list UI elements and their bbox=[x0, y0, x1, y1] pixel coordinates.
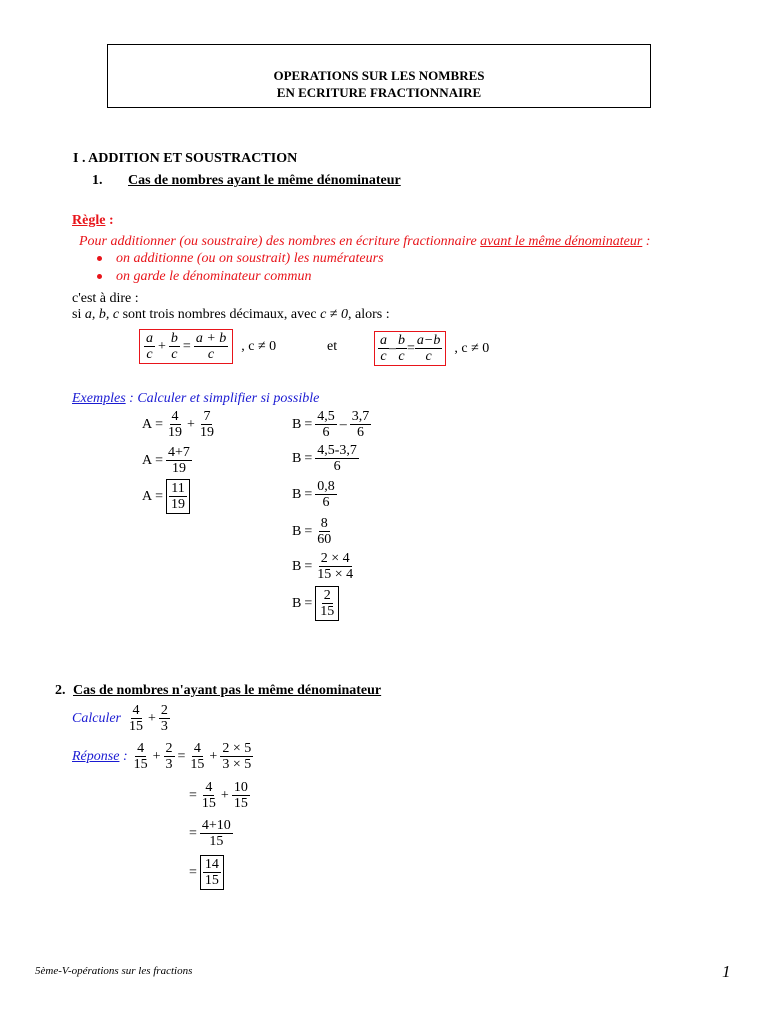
definition-vars: a, b, c bbox=[84, 307, 120, 322]
fraction bbox=[315, 443, 359, 474]
definition-post: , alors : bbox=[347, 307, 390, 322]
formula-condition: , c ≠ 0 bbox=[454, 340, 490, 356]
example-b-step-6 bbox=[292, 586, 339, 621]
denominator: c bbox=[146, 347, 153, 362]
examples-instruction: : Calculer et simplifier si possible bbox=[125, 391, 320, 406]
rule-bullet-text-2: on garde le dénominateur commun bbox=[116, 269, 312, 284]
fraction bbox=[127, 703, 145, 734]
equals-sign: = bbox=[304, 416, 313, 432]
fraction bbox=[220, 741, 253, 772]
fraction bbox=[132, 741, 150, 772]
denominator: c bbox=[425, 349, 432, 364]
plus-sign: + bbox=[148, 710, 156, 726]
var-a: A bbox=[142, 416, 153, 432]
answer-colon: : bbox=[119, 748, 128, 764]
equals-sign: = bbox=[155, 488, 164, 504]
formula-condition: , c ≠ 0 bbox=[241, 338, 277, 354]
var-a: A bbox=[142, 452, 153, 468]
result-box bbox=[315, 586, 339, 621]
answer-step-2 bbox=[186, 780, 250, 811]
definition-line-2 bbox=[72, 307, 390, 323]
title-line-2: EN ECRITURE FRACTIONNAIRE bbox=[276, 85, 482, 100]
var-b: B bbox=[292, 558, 302, 574]
numerator: 2 × 5 bbox=[222, 741, 252, 756]
equals-sign: = bbox=[189, 787, 197, 803]
section-heading: I . ADDITION ET SOUSTRACTION bbox=[73, 151, 298, 166]
equals-sign: = bbox=[304, 595, 313, 611]
definition-line-1: c'est à dire : bbox=[72, 291, 139, 306]
examples-label-row bbox=[72, 391, 319, 407]
fraction bbox=[159, 703, 170, 734]
equals-sign: = bbox=[155, 452, 164, 468]
fraction bbox=[318, 588, 336, 619]
numerator: 4 bbox=[171, 409, 179, 424]
numerator: 8 bbox=[320, 516, 328, 531]
numerator: 0,8 bbox=[317, 479, 335, 494]
calc-label: Calculer bbox=[72, 710, 121, 726]
fraction bbox=[144, 331, 155, 362]
answer-step-3 bbox=[186, 818, 233, 849]
subsection-number: 1. bbox=[92, 173, 103, 188]
definition-pre: si bbox=[72, 307, 85, 322]
definition-cond: c ≠ 0 bbox=[320, 307, 348, 322]
fraction bbox=[232, 780, 250, 811]
numerator: 4 bbox=[132, 703, 140, 718]
numerator: b bbox=[170, 331, 178, 346]
plus-sign: + bbox=[209, 748, 218, 764]
conjunction: et bbox=[327, 339, 338, 354]
answer-label-wrap bbox=[72, 749, 128, 765]
denominator: 15 bbox=[320, 604, 335, 619]
calc-row bbox=[72, 703, 170, 734]
example-a-step-3 bbox=[142, 479, 190, 514]
fraction bbox=[169, 331, 180, 362]
equals-sign: = bbox=[189, 864, 197, 880]
denominator: 15 bbox=[233, 796, 248, 811]
example-b-step-2 bbox=[292, 443, 359, 474]
fraction bbox=[315, 551, 355, 582]
numerator: 2 bbox=[160, 703, 168, 718]
rule-intro-underlined: avant le même dénominateur bbox=[480, 234, 643, 249]
denominator: 3 bbox=[160, 719, 168, 734]
bullet-icon bbox=[97, 256, 102, 261]
denominator: c bbox=[380, 349, 387, 364]
formula-subtraction-box bbox=[374, 331, 446, 366]
fraction bbox=[350, 409, 372, 440]
equals-sign: = bbox=[304, 558, 313, 574]
denominator: c bbox=[171, 347, 178, 362]
numerator: a bbox=[146, 331, 153, 346]
var-b: B bbox=[292, 486, 302, 502]
rule-label-row bbox=[72, 213, 114, 229]
fraction bbox=[315, 516, 333, 547]
rule-intro-pre: Pour additionner (ou soustraire) des nombres en écriture fractionnaire bbox=[79, 234, 481, 249]
denominator: 15 bbox=[133, 757, 148, 772]
denominator: c bbox=[207, 347, 215, 362]
numerator: 14 bbox=[204, 857, 219, 872]
denominator: 6 bbox=[357, 425, 364, 440]
rule-label: Règle bbox=[72, 213, 106, 228]
formula-addition bbox=[139, 329, 276, 364]
example-a-step-2 bbox=[142, 445, 192, 476]
numerator: 4 bbox=[205, 780, 213, 795]
numerator: b bbox=[398, 333, 405, 348]
fraction bbox=[198, 409, 216, 440]
fraction bbox=[415, 333, 442, 364]
denominator: 15 × 4 bbox=[317, 567, 354, 582]
example-a-step-1 bbox=[142, 409, 216, 440]
denominator: 15 bbox=[190, 757, 205, 772]
fraction bbox=[164, 741, 175, 772]
numerator: 4,5 bbox=[317, 409, 335, 424]
formula-subtraction bbox=[374, 331, 489, 366]
fraction bbox=[169, 481, 187, 512]
var-b: B bbox=[292, 416, 302, 432]
rule-bullet-text-1: on additionne (ou on soustrait) les numérateurs bbox=[116, 251, 384, 266]
denominator: 6 bbox=[322, 425, 330, 440]
numerator: 4+7 bbox=[168, 445, 190, 460]
example-b-step-4 bbox=[292, 516, 333, 547]
plus-sign: + bbox=[220, 787, 229, 803]
rule-intro-post: : bbox=[642, 234, 651, 249]
subsection-heading: Cas de nombres ayant le même dénominateur bbox=[128, 173, 401, 188]
bullet-icon bbox=[97, 274, 102, 279]
answer-label: Réponse bbox=[72, 748, 120, 764]
title-box bbox=[107, 44, 651, 108]
fraction bbox=[315, 409, 337, 440]
denominator: 15 bbox=[201, 796, 216, 811]
example-b-step-5 bbox=[292, 551, 355, 582]
answer-step-1 bbox=[72, 741, 253, 772]
fraction bbox=[203, 857, 221, 888]
fraction bbox=[315, 479, 337, 510]
section2-number: 2. bbox=[55, 683, 66, 698]
fraction bbox=[188, 741, 206, 772]
rule-intro bbox=[79, 234, 650, 250]
page-number: 1 bbox=[722, 962, 731, 981]
fraction bbox=[166, 409, 184, 440]
equals-sign: = bbox=[407, 340, 415, 356]
equals-sign: = bbox=[304, 450, 313, 466]
numerator: 7 bbox=[203, 409, 211, 424]
equals-sign: = bbox=[304, 486, 313, 502]
equals-sign: = bbox=[155, 416, 164, 432]
denominator: 19 bbox=[168, 425, 183, 440]
denominator: 19 bbox=[199, 425, 214, 440]
denominator: 19 bbox=[171, 461, 186, 476]
example-b-step-1 bbox=[292, 409, 371, 440]
var-b: B bbox=[292, 523, 302, 539]
plus-sign: + bbox=[187, 416, 195, 432]
examples-label: Exemples bbox=[72, 391, 126, 406]
numerator: 3,7 bbox=[351, 409, 370, 424]
plus-sign: + bbox=[158, 338, 166, 354]
numerator: 2 bbox=[323, 588, 331, 603]
numerator: a−b bbox=[416, 333, 441, 348]
fraction bbox=[396, 333, 407, 364]
footer-label: 5ème-V-opérations sur les fractions bbox=[35, 965, 193, 977]
title-line-1: OPERATIONS SUR LES NOMBRES bbox=[273, 68, 485, 83]
rule-bullet-1 bbox=[97, 251, 384, 267]
equals-sign: = bbox=[182, 338, 191, 354]
fraction bbox=[194, 331, 228, 362]
result-box bbox=[200, 855, 224, 890]
formula-addition-box bbox=[139, 329, 233, 364]
section2-heading: Cas de nombres n'ayant pas le même dénominateur bbox=[73, 683, 382, 698]
var-b: B bbox=[292, 595, 302, 611]
denominator: c bbox=[398, 349, 405, 364]
numerator: 4 bbox=[137, 741, 145, 756]
answer-step-4 bbox=[186, 855, 224, 890]
numerator: 4,5-3,7 bbox=[317, 443, 357, 458]
numerator: 2 × 4 bbox=[320, 551, 350, 566]
example-b-step-3 bbox=[292, 479, 337, 510]
numerator: 10 bbox=[233, 780, 248, 795]
denominator: 15 bbox=[209, 834, 224, 849]
denominator: 15 bbox=[129, 719, 143, 734]
fraction bbox=[378, 333, 389, 364]
numerator: 4+10 bbox=[201, 818, 231, 833]
var-a: A bbox=[142, 488, 153, 504]
numerator: 11 bbox=[171, 481, 185, 496]
denominator: 19 bbox=[171, 497, 186, 512]
definition-mid: sont trois nombres décimaux, avec bbox=[119, 307, 321, 322]
numerator: 4 bbox=[193, 741, 201, 756]
denominator: 6 bbox=[333, 459, 341, 474]
denominator: 3 × 5 bbox=[222, 757, 252, 772]
denominator: 15 bbox=[204, 873, 219, 888]
minus-sign: – bbox=[339, 416, 347, 432]
numerator: a + b bbox=[195, 331, 227, 346]
numerator: 2 bbox=[165, 741, 173, 756]
fraction bbox=[200, 818, 233, 849]
plus-sign: + bbox=[152, 748, 161, 764]
denominator: 60 bbox=[317, 532, 332, 547]
result-box bbox=[166, 479, 190, 514]
equals-sign: = bbox=[189, 825, 197, 841]
var-b: B bbox=[292, 450, 302, 466]
equals-sign: = bbox=[304, 523, 313, 539]
denominator: 6 bbox=[322, 495, 330, 510]
rule-colon: : bbox=[105, 213, 114, 228]
rule-bullet-2 bbox=[97, 269, 311, 285]
fraction bbox=[200, 780, 218, 811]
numerator: a bbox=[380, 333, 387, 348]
equals-sign: = bbox=[177, 748, 186, 764]
fraction bbox=[166, 445, 192, 476]
denominator: 3 bbox=[165, 757, 173, 772]
minus-sign: – bbox=[389, 340, 396, 356]
